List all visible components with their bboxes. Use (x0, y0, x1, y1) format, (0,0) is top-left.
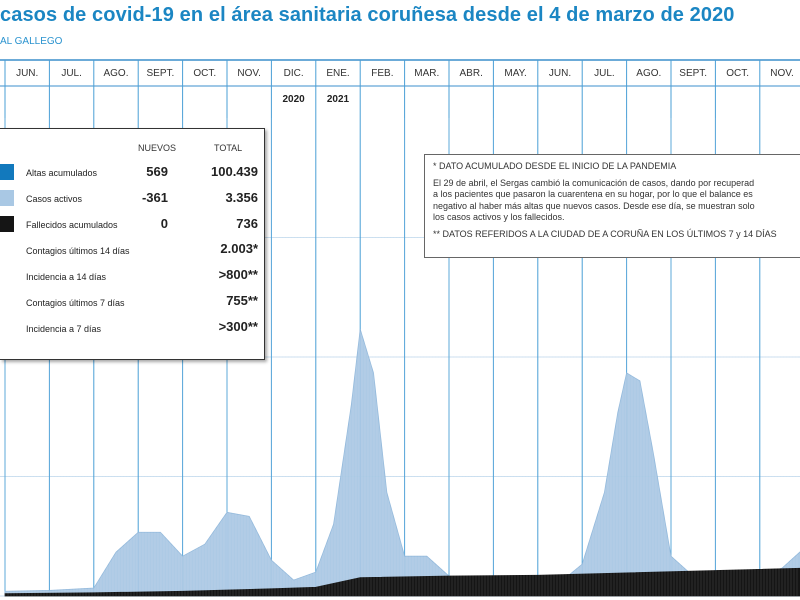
legend-label-contagios14: Contagios últimos 14 días (26, 246, 130, 256)
month-label: NOV. (237, 68, 261, 79)
legend-swatch-activos (0, 190, 14, 206)
legend-box (0, 128, 265, 360)
legend-total-altas: 100.439 (211, 164, 258, 179)
note-line-1: * DATO ACUMULADO DESDE EL INICIO DE LA PANDEMIA (433, 161, 677, 171)
month-label: JUN. (16, 68, 39, 79)
legend-nuevos-activos: -361 (141, 190, 168, 205)
legend-label-altas: Altas acumulados (26, 168, 98, 178)
legend-header-total: TOTAL (214, 143, 243, 153)
legend-header-nuevos: NUEVOS (138, 143, 177, 153)
legend-total-activos: 3.356 (225, 190, 258, 205)
year-label: 2020 (282, 94, 305, 105)
note-line-2: El 29 de abril, el Sergas cambió la comunicación de casos, dando por recuperad a los pacientes que pasaron la cuarentena en su hogar, por lo que el balance es negativo al haber más altas que nuevos casos. Desde ese día, se muestran solo los casos activos y los fallecidos. (433, 177, 755, 222)
month-label: JUL. (594, 68, 615, 79)
legend-total-contagios14: 2.003* (220, 241, 258, 256)
note-box (424, 154, 800, 258)
legend-total-contagios7: 755** (226, 293, 258, 308)
month-label: MAR. (414, 68, 440, 79)
month-label: OCT. (726, 68, 749, 79)
legend-label-incidencia7: Incidencia a 7 días (26, 324, 102, 334)
month-label: MAY. (504, 68, 527, 79)
month-label: AGO. (103, 68, 129, 79)
legend-total-incidencia7: >300** (218, 319, 258, 334)
legend-swatch-altas (0, 164, 14, 180)
month-label: SEPT. (679, 68, 708, 79)
legend-swatch-fallecidos (0, 216, 14, 232)
legend-label-incidencia14: Incidencia a 14 días (26, 272, 107, 282)
note-line-3: ** DATOS REFERIDOS A LA CIUDAD DE A CORUÑA EN LOS ÚLTIMOS 7 y 14 DÍAS (433, 228, 777, 239)
month-label: AGO. (636, 68, 662, 79)
month-label: DIC. (283, 68, 304, 79)
legend-nuevos-altas: 569 (146, 164, 168, 179)
month-label: ENE. (326, 68, 350, 79)
legend-label-activos: Casos activos (26, 194, 83, 204)
legend-total-incidencia14: >800** (218, 267, 258, 282)
month-label: ABR. (459, 68, 483, 79)
chart-title: casos de covid-19 en el área sanitaria coruñesa desde el 4 de marzo de 2020 (0, 4, 735, 26)
month-label: OCT. (193, 68, 217, 79)
legend-label-fallecidos: Fallecidos acumulados (26, 220, 118, 230)
year-label: 2021 (326, 94, 350, 105)
month-label: FEB. (371, 68, 394, 79)
month-label: SEPT. (146, 68, 175, 79)
legend-total-fallecidos: 736 (236, 216, 258, 231)
month-label: JUN. (548, 68, 572, 79)
series-casos-activos (5, 329, 800, 596)
chart-source: AL GALLEGO (0, 36, 63, 47)
month-label: JUL. (61, 68, 82, 79)
legend-nuevos-fallecidos: 0 (160, 216, 168, 231)
legend-label-contagios7: Contagios últimos 7 días (26, 298, 125, 308)
month-label: NOV. (770, 68, 794, 79)
